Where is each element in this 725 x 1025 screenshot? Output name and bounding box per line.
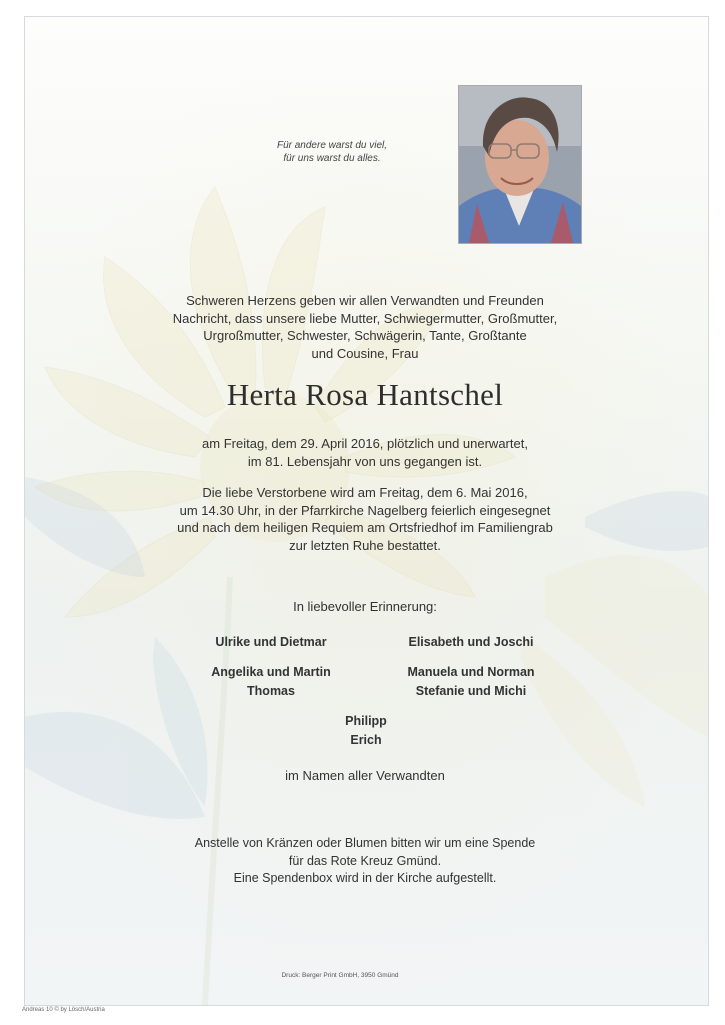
donation-line: für das Rote Kreuz Gmünd. [288, 853, 442, 868]
series-credit: Andreas 10 © by Lösch/Austria [22, 1007, 105, 1013]
funeral-line: und nach dem heiligen Requiem am Ortsfriedhof im Familiengrab [177, 520, 553, 535]
intro-line: und Cousine, Frau [311, 345, 419, 361]
mourner-name: Thomas [247, 684, 295, 698]
donation-request [115, 835, 615, 888]
funeral-line: um 14.30 Uhr, in der Pfarrkirche Nagelberg feierlich eingesegnet [179, 502, 551, 518]
intro-line: Nachricht, dass unsere liebe Mutter, Schwiegermutter, Großmutter, [172, 310, 558, 326]
quote [247, 139, 417, 165]
obituary-card [24, 16, 709, 1006]
portrait-photo [458, 85, 582, 244]
funeral-details [115, 484, 615, 554]
deceased-name: Herta Rosa Hantschel [226, 377, 504, 412]
memory-heading: In liebevoller Erinnerung: [293, 599, 437, 614]
funeral-line: Die liebe Verstorbene wird am Freitag, dem 6. Mai 2016, [202, 485, 528, 500]
mourner-name: Manuela und Norman [407, 665, 535, 679]
funeral-line: zur letzten Ruhe bestattet. [289, 537, 441, 553]
mourner-name: Elisabeth und Joschi [408, 635, 534, 649]
intro-line: Urgroßmutter, Schwester, Schwägerin, Tante, Großtante [203, 328, 527, 343]
donation-line: Eine Spendenbox wird in der Kirche aufgestellt. [233, 871, 497, 885]
death-notice-line: im 81. Lebensjahr von uns gegangen ist. [247, 453, 483, 469]
quote-line: für uns warst du alles. [283, 153, 381, 164]
relatives-note [115, 767, 615, 785]
mourner-name: Philipp [345, 714, 387, 728]
death-notice [115, 435, 615, 470]
mourner-name: Ulrike und Dietmar [215, 635, 327, 649]
mourner-name: Angelika und Martin [211, 665, 331, 679]
portrait-image [459, 86, 581, 243]
mourner-name: Stefanie und Michi [415, 684, 527, 698]
intro-line: Schweren Herzens geben wir allen Verwandten und Freunden [186, 293, 544, 308]
relatives-note-line: im Namen aller Verwandten [285, 768, 445, 783]
death-notice-line: am Freitag, dem 29. April 2016, plötzlich und unerwartet, [202, 436, 528, 451]
announcement-intro [115, 292, 615, 362]
quote-line: Für andere warst du viel, [276, 140, 388, 151]
printer-credit: Druck: Berger Print GmbH, 3950 Gmünd [281, 972, 399, 979]
mourner-name: Erich [350, 733, 382, 747]
donation-line: Anstelle von Kränzen oder Blumen bitten wir um eine Spende [194, 836, 536, 850]
